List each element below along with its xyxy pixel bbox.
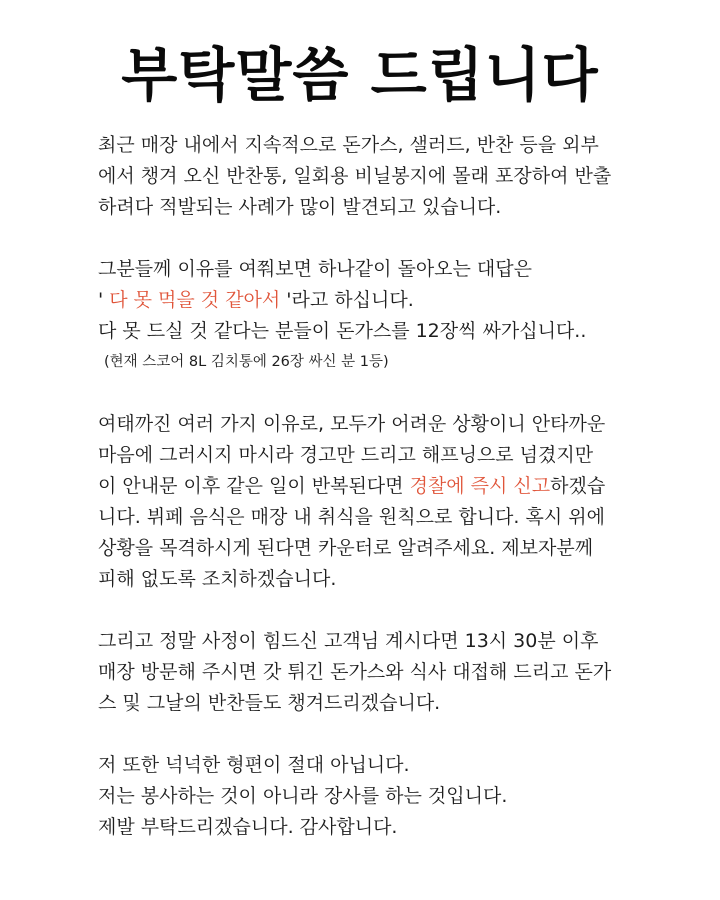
text-line: 피해 없도록 조치하겠습니다. <box>98 568 337 590</box>
warning-line <box>98 471 658 502</box>
quote-close: '라고 하십니다. <box>280 289 414 311</box>
text-line: 하려다 적발되는 사례가 많이 발견되고 있습니다. <box>98 196 502 218</box>
text-line: 다 못 드실 것 같다는 분들이 돈가스를 12장씩 싸가십니다.. <box>98 320 587 342</box>
highlight-quote: 다 못 먹을 것 같아서 <box>109 289 281 311</box>
text-line: 매장 방문해 주시면 갓 튀긴 돈가스와 식사 대접해 드리고 돈가 <box>98 661 612 683</box>
text-line: 여태까진 여러 가지 이유로, 모두가 어려운 상황이니 안타까운 <box>98 413 606 435</box>
text-line: 스 및 그날의 반찬들도 챙겨드리겠습니다. <box>98 692 441 714</box>
paragraph-2 <box>98 254 658 378</box>
paragraph-gap <box>98 595 658 626</box>
paragraph-5 <box>98 750 658 843</box>
quote-open: ' <box>98 289 110 311</box>
paragraph-gap <box>98 719 658 750</box>
notice-body <box>98 130 658 843</box>
paragraph-1 <box>98 130 658 223</box>
text-line: 에서 챙겨 오신 반찬통, 일회용 비닐봉지에 몰래 포장하여 반출 <box>98 165 612 187</box>
warning-before: 이 안내문 이후 같은 일이 반복된다면 <box>98 475 410 497</box>
text-line: 저 또한 넉넉한 형편이 절대 아닙니다. <box>98 754 410 776</box>
paragraph-3 <box>98 409 658 595</box>
quote-line <box>98 285 658 316</box>
text-line: 그분들께 이유를 여쭤보면 하나같이 돌아오는 대답은 <box>98 258 532 280</box>
text-line: 상황을 목격하시게 된다면 카운터로 알려주세요. 제보자분께 <box>98 537 594 559</box>
score-note: (현재 스코어 8L 김치통에 26장 싸신 분 1등) <box>104 354 389 370</box>
text-line: 제발 부탁드리겠습니다. 감사합니다. <box>98 816 398 838</box>
paragraph-4 <box>98 626 658 719</box>
highlight-police: 경찰에 즉시 신고 <box>409 475 551 497</box>
text-line: 저는 봉사하는 것이 아니라 장사를 하는 것입니다. <box>98 785 508 807</box>
page-title: 부탁말씀 드립니다 <box>121 41 599 109</box>
text-line: 그리고 정말 사정이 힘드신 고객님 계시다면 13시 30분 이후 <box>98 630 599 652</box>
text-line: 니다. 뷔페 음식은 매장 내 취식을 원칙으로 합니다. 혹시 위에 <box>98 506 605 528</box>
paragraph-gap <box>98 223 658 254</box>
text-line: 최근 매장 내에서 지속적으로 돈가스, 샐러드, 반찬 등을 외부 <box>98 134 599 156</box>
warning-after: 하겠습 <box>550 475 606 497</box>
text-line: 마음에 그러시지 마시라 경고만 드리고 해프닝으로 넘겼지만 <box>98 444 594 466</box>
paragraph-gap <box>98 378 658 409</box>
